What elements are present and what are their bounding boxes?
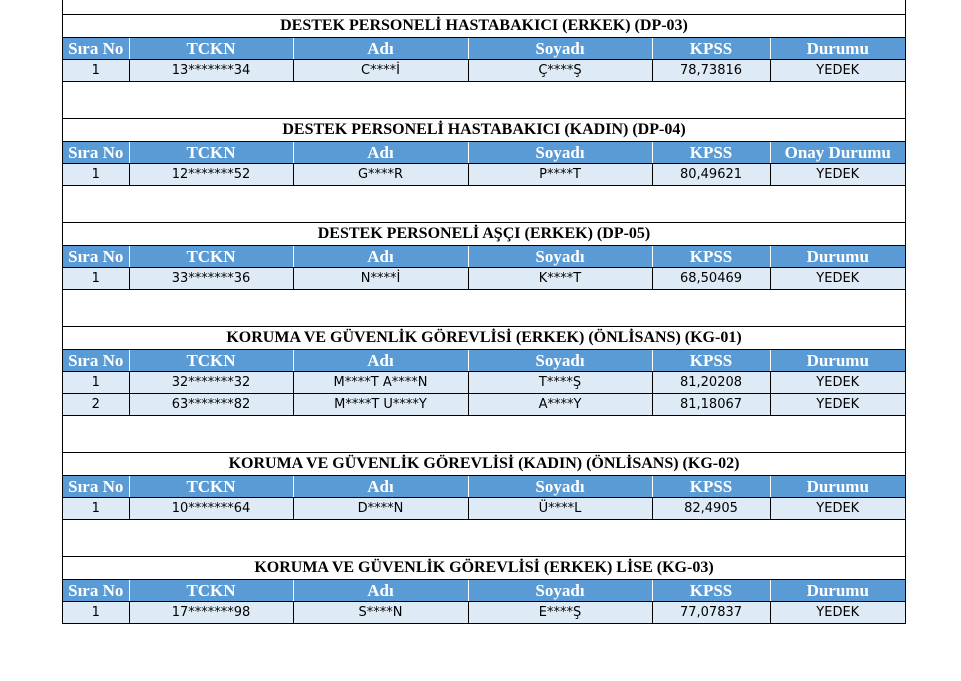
column-header-row-number: Sıra No <box>63 246 129 268</box>
column-header-kpss-score: KPSS <box>652 580 770 602</box>
column-header-row-number: Sıra No <box>63 476 129 498</box>
cell-kpss-score: 78,73816 <box>652 60 770 82</box>
section-title: DESTEK PERSONELİ HASTABAKICI (KADIN) (DP-04) <box>63 119 905 142</box>
cell-status: YEDEK <box>770 60 905 82</box>
cell-tckn: 63*******82 <box>129 394 293 416</box>
cell-status: YEDEK <box>770 394 905 416</box>
column-header-row-number: Sıra No <box>63 142 129 164</box>
section-spacer <box>63 290 905 327</box>
column-header-first-name: Adı <box>293 38 468 60</box>
column-header-kpss-score: KPSS <box>652 142 770 164</box>
header-row <box>63 350 905 372</box>
cell-last-name: P****T <box>468 164 652 186</box>
header-row <box>63 38 905 60</box>
cell-tckn: 13*******34 <box>129 60 293 82</box>
column-header-kpss-score: KPSS <box>652 38 770 60</box>
table-row <box>63 498 905 520</box>
cell-tckn: 12*******52 <box>129 164 293 186</box>
cell-first-name: N****İ <box>293 268 468 290</box>
section-spacer <box>63 82 905 119</box>
cell-kpss-score: 77,07837 <box>652 602 770 624</box>
column-header-last-name: Soyadı <box>468 476 652 498</box>
section-spacer <box>63 0 905 15</box>
results-table <box>63 246 905 290</box>
cell-last-name: Ü****L <box>468 498 652 520</box>
cell-kpss-score: 81,18067 <box>652 394 770 416</box>
column-header-first-name: Adı <box>293 246 468 268</box>
cell-last-name: T****Ş <box>468 372 652 394</box>
column-header-tckn: TCKN <box>129 142 293 164</box>
table-row <box>63 602 905 624</box>
cell-row-number: 1 <box>63 498 129 520</box>
cell-status: YEDEK <box>770 602 905 624</box>
column-header-status: Durumu <box>770 350 905 372</box>
cell-last-name: K****T <box>468 268 652 290</box>
cell-status: YEDEK <box>770 268 905 290</box>
column-header-tckn: TCKN <box>129 246 293 268</box>
results-table <box>63 580 905 624</box>
cell-first-name: S****N <box>293 602 468 624</box>
column-header-status: Durumu <box>770 38 905 60</box>
column-header-kpss-score: KPSS <box>652 476 770 498</box>
column-header-last-name: Soyadı <box>468 350 652 372</box>
column-header-row-number: Sıra No <box>63 38 129 60</box>
cell-kpss-score: 68,50469 <box>652 268 770 290</box>
section-title: KORUMA VE GÜVENLİK GÖREVLİSİ (KADIN) (ÖNLİSANS) (KG-02) <box>63 453 905 476</box>
table-row <box>63 372 905 394</box>
column-header-kpss-score: KPSS <box>652 246 770 268</box>
column-header-tckn: TCKN <box>129 350 293 372</box>
cell-kpss-score: 80,49621 <box>652 164 770 186</box>
section-spacer <box>63 416 905 453</box>
column-header-first-name: Adı <box>293 350 468 372</box>
column-header-row-number: Sıra No <box>63 580 129 602</box>
cell-kpss-score: 82,4905 <box>652 498 770 520</box>
cell-status: YEDEK <box>770 164 905 186</box>
cell-row-number: 1 <box>63 372 129 394</box>
column-header-first-name: Adı <box>293 476 468 498</box>
cell-tckn: 10*******64 <box>129 498 293 520</box>
section-spacer <box>63 520 905 557</box>
cell-row-number: 1 <box>63 60 129 82</box>
cell-row-number: 1 <box>63 602 129 624</box>
column-header-tckn: TCKN <box>129 580 293 602</box>
header-row <box>63 580 905 602</box>
results-sheet <box>62 0 906 624</box>
results-table <box>63 38 905 82</box>
results-table <box>63 476 905 520</box>
results-table <box>63 350 905 416</box>
cell-first-name: M****T U****Y <box>293 394 468 416</box>
cell-tckn: 17*******98 <box>129 602 293 624</box>
table-row <box>63 394 905 416</box>
table-row <box>63 268 905 290</box>
results-table <box>63 142 905 186</box>
column-header-kpss-score: KPSS <box>652 350 770 372</box>
header-row <box>63 246 905 268</box>
cell-last-name: Ç****Ş <box>468 60 652 82</box>
cell-first-name: M****T A****N <box>293 372 468 394</box>
cell-row-number: 2 <box>63 394 129 416</box>
column-header-tckn: TCKN <box>129 476 293 498</box>
column-header-status: Onay Durumu <box>770 142 905 164</box>
column-header-status: Durumu <box>770 476 905 498</box>
column-header-first-name: Adı <box>293 580 468 602</box>
section-spacer <box>63 186 905 223</box>
section-title: KORUMA VE GÜVENLİK GÖREVLİSİ (ERKEK) (ÖNLİSANS) (KG-01) <box>63 327 905 350</box>
cell-first-name: G****R <box>293 164 468 186</box>
column-header-last-name: Soyadı <box>468 580 652 602</box>
column-header-first-name: Adı <box>293 142 468 164</box>
cell-tckn: 33*******36 <box>129 268 293 290</box>
column-header-last-name: Soyadı <box>468 38 652 60</box>
cell-last-name: A****Y <box>468 394 652 416</box>
column-header-tckn: TCKN <box>129 38 293 60</box>
table-row <box>63 164 905 186</box>
cell-kpss-score: 81,20208 <box>652 372 770 394</box>
cell-status: YEDEK <box>770 372 905 394</box>
cell-tckn: 32*******32 <box>129 372 293 394</box>
cell-status: YEDEK <box>770 498 905 520</box>
section-title: DESTEK PERSONELİ HASTABAKICI (ERKEK) (DP-03) <box>63 15 905 38</box>
table-row <box>63 60 905 82</box>
header-row <box>63 476 905 498</box>
cell-row-number: 1 <box>63 268 129 290</box>
column-header-last-name: Soyadı <box>468 246 652 268</box>
column-header-row-number: Sıra No <box>63 350 129 372</box>
cell-first-name: D****N <box>293 498 468 520</box>
column-header-last-name: Soyadı <box>468 142 652 164</box>
section-title: KORUMA VE GÜVENLİK GÖREVLİSİ (ERKEK) LİSE (KG-03) <box>63 557 905 580</box>
cell-last-name: E****Ş <box>468 602 652 624</box>
cell-row-number: 1 <box>63 164 129 186</box>
column-header-status: Durumu <box>770 580 905 602</box>
section-title: DESTEK PERSONELİ AŞÇI (ERKEK) (DP-05) <box>63 223 905 246</box>
cell-first-name: C****İ <box>293 60 468 82</box>
column-header-status: Durumu <box>770 246 905 268</box>
header-row <box>63 142 905 164</box>
